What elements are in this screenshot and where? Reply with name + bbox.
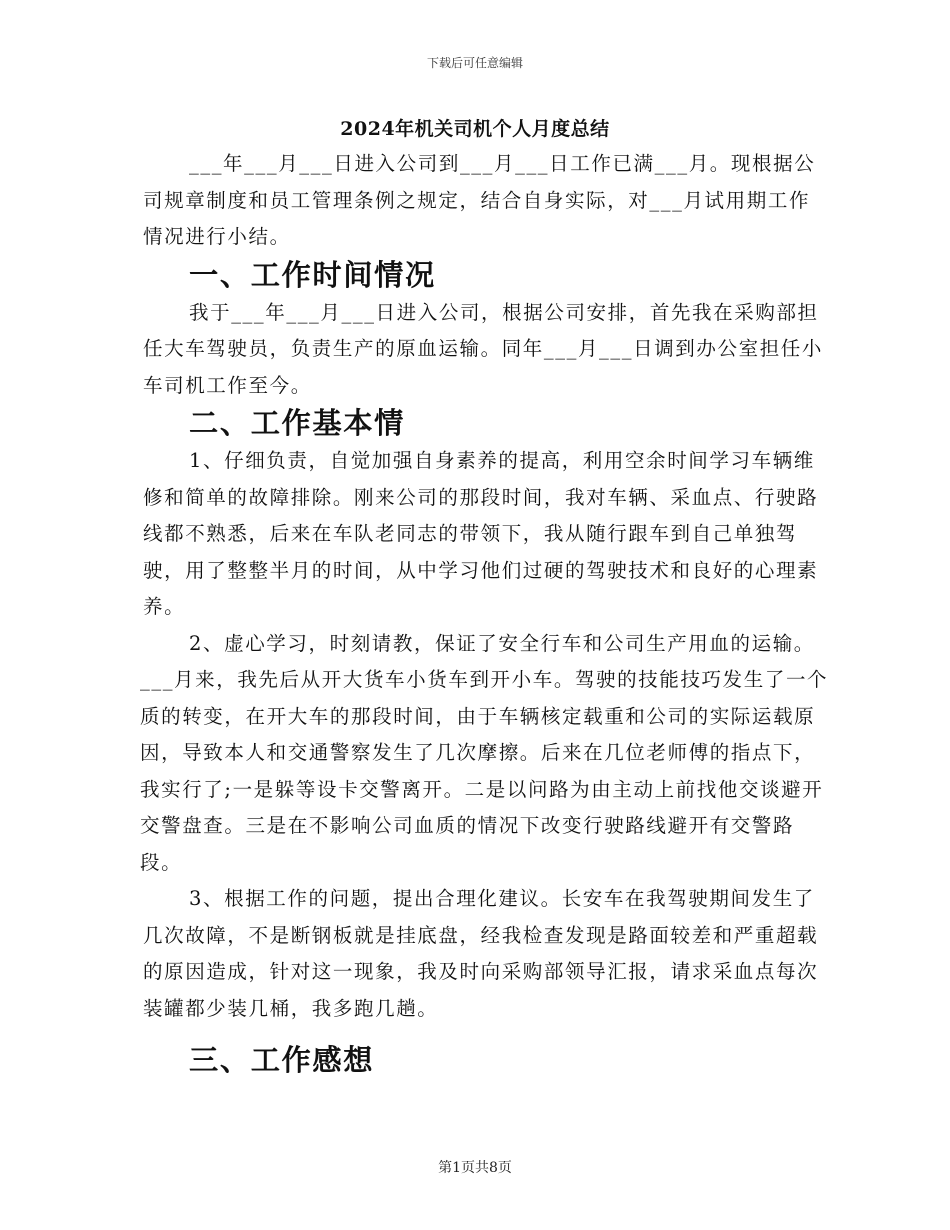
section-heading-work-time: 一、工作时间情况 — [189, 257, 436, 292]
section-heading-work-reflections: 三、工作感想 — [189, 1043, 375, 1077]
paragraph-item-3: 3、根据工作的问题，提出合理化建议。长安车在我驾驶期间发生了几次故障，不是断钢板就是挂底盘，经我检查发现是路面较差和严重超载的原因造成，针对这一现象，我及时向采购部领导汇报，请求采血点每次装罐都少装几桶，我多跑几趟。 — [143, 887, 819, 1020]
section-heading-work-basics: 二、工作基本情 — [189, 406, 405, 440]
intro-paragraph: ___年___月___日进入公司到___月___日工作已满___月。现根据公司规章制度和员工管理条例之规定，结合自身实际，对___月试用期工作情况进行小结。 — [143, 152, 816, 248]
paragraph-item-2: 2、虚心学习，时刻请教，保证了安全行车和公司生产用血的运输。 — [189, 631, 815, 655]
header-note: 下载后可任意编辑 — [426, 56, 523, 70]
paragraph-work-time: 我于___年___月___日进入公司，根据公司安排，首先我在采购部担任大车驾驶员，负责生产的原血运输。同年___月___日调到办公室担任小车司机工作至今。 — [143, 300, 824, 397]
paragraph-item-1: 1、仔细负责，自觉加强自身素养的提高，利用空余时间学习车辆维修和简单的故障排除。刚来公司的那段时间，我对车辆、采血点、行驶路线都不熟悉，后来在车队老同志的带领下，我从随行跟车到自己单独驾驶，用了整整半月的时间，从中学习他们过硬的驾驶技术和良好的心理素养。 — [143, 449, 819, 618]
paragraph-item-2-continued: ___月来，我先后从开大货车小货车到开小车。驾驶的技能技巧发生了一个质的转变，在开大车的那段时间，由于车辆核定载重和公司的实际运载原因，导致本人和交通警察发生了几次摩擦。后来在几位老师傅的指点下，我实行了;一是躲等设卡交警离开。二是以问路为由主动上前找他交谈避开交警盘查。三是在不影响公司血质的情况下改变行驶路线避开有交警路段。 — [140, 668, 829, 874]
page-number-footer: 第1页共8页 — [438, 1160, 512, 1176]
document-title: 2024年机关司机个人月度总结 — [340, 118, 610, 140]
document-body — [140, 146, 831, 1080]
